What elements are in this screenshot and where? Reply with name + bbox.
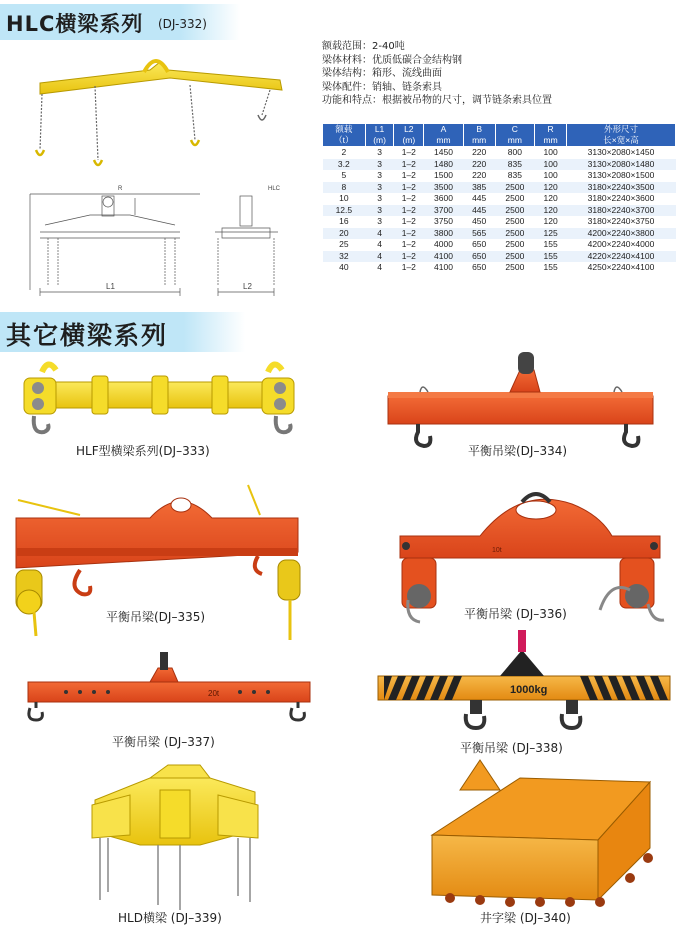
- table-cell: 3180×2240×3500: [567, 182, 676, 194]
- table-cell: 835: [507, 170, 522, 181]
- table-cell: 40: [339, 262, 349, 273]
- table-cell: 3500: [424, 182, 464, 194]
- hlc-drawing-side: [215, 196, 278, 296]
- table-cell: 2500: [495, 182, 535, 194]
- table-cell: 2500: [505, 239, 525, 250]
- spec-line: 功能和特点：根据被吊物的尺寸，调节链条索具位置: [322, 95, 552, 106]
- table-cell: 2500: [505, 216, 525, 227]
- table-cell: 1–2: [401, 193, 416, 204]
- table-cell: 3: [365, 159, 394, 171]
- table-cell: 3130×2080×1500: [587, 170, 655, 181]
- table-cell: 2: [341, 147, 347, 158]
- table-cell: 120: [543, 216, 558, 227]
- table-cell: 4: [365, 228, 394, 240]
- product-image-dj333: [24, 364, 294, 432]
- table-cell: 120: [535, 205, 567, 217]
- spec-line: 额载范围：2-40吨: [322, 41, 405, 52]
- beam-mark-dj336: 10t: [492, 547, 502, 554]
- spec-line: 梁体配件：销轴、链条索具: [322, 81, 442, 93]
- table-cell: 8: [323, 182, 366, 194]
- col-header-a: A mm: [424, 124, 464, 147]
- table-cell: 100: [543, 170, 558, 181]
- table-cell: 450: [472, 216, 487, 227]
- table-cell: 220: [472, 170, 487, 181]
- caption-dj334: 平衡吊梁(DJ–334): [468, 444, 568, 458]
- table-cell: 1500: [434, 170, 453, 181]
- table-cell: 2500: [495, 228, 535, 240]
- table-cell: 155: [535, 251, 567, 263]
- table-cell: 3: [365, 205, 394, 217]
- table-cell: 3130×2080×1450: [587, 147, 655, 158]
- col-header-l2: L2 (m): [394, 124, 424, 147]
- table-cell: 445: [472, 193, 487, 204]
- caption-dj336: 平衡吊梁 (DJ–336): [464, 607, 567, 621]
- table-cell: 1–2: [394, 228, 424, 240]
- col-header-c: C mm: [495, 124, 535, 147]
- table-cell: 1450: [434, 147, 453, 158]
- table-cell: 1–2: [401, 147, 416, 158]
- table-cell: 3800: [424, 228, 464, 240]
- table-cell: 1–2: [394, 251, 424, 263]
- table-cell: 16: [339, 216, 349, 227]
- caption-dj338: 平衡吊梁 (DJ–338): [460, 741, 563, 755]
- product-image-dj336: [400, 494, 664, 622]
- table-cell: 1–2: [401, 170, 416, 181]
- table-cell: 385: [463, 182, 495, 194]
- table-cell: 4200×2240×4000: [587, 239, 655, 250]
- spec-line: 梁体材料：优质低碳合金结构钢: [322, 54, 462, 66]
- col-header-b: B mm: [463, 124, 495, 147]
- table-cell: 3: [365, 182, 394, 194]
- table-cell: 3700: [424, 205, 464, 217]
- table-cell: 2500: [505, 262, 525, 273]
- table-cell: 800: [507, 147, 522, 158]
- drawing-label-r: R: [118, 186, 123, 192]
- col-header-l1: L1 (m): [365, 124, 394, 147]
- drawing-label-hlc: HLC: [268, 186, 281, 192]
- table-cell: 4: [377, 262, 382, 273]
- table-cell: 1–2: [394, 205, 424, 217]
- section-title: 其它横梁系列: [6, 321, 169, 350]
- table-cell: 565: [463, 228, 495, 240]
- table-cell: 445: [463, 205, 495, 217]
- table-cell: 3180×2240×3600: [587, 193, 655, 204]
- table-cell: 3180×2240×3700: [567, 205, 676, 217]
- table-cell: 3: [377, 147, 382, 158]
- product-image-dj337: [28, 652, 310, 720]
- table-cell: 100: [535, 159, 567, 171]
- table-cell: 20: [323, 228, 366, 240]
- caption-dj333: HLF型横梁系列(DJ–333): [76, 444, 210, 458]
- table-cell: 100: [543, 147, 558, 158]
- table-cell: 3600: [434, 193, 453, 204]
- table-cell: 835: [495, 159, 535, 171]
- drawing-label-l1: L1: [106, 282, 115, 291]
- product-image-dj338: [378, 630, 670, 728]
- table-cell: 1–2: [401, 262, 416, 273]
- table-cell: 3: [377, 170, 382, 181]
- caption-dj340: 井字梁 (DJ–340): [480, 911, 571, 925]
- table-cell: 4200×2240×3800: [567, 228, 676, 240]
- table-cell: 32: [323, 251, 366, 263]
- table-cell: 1–2: [401, 239, 416, 250]
- beam-mark-dj337: 20t: [208, 689, 220, 698]
- table-cell: 4100: [434, 262, 453, 273]
- table-cell: 4000: [434, 239, 453, 250]
- table-cell: 1–2: [401, 216, 416, 227]
- table-cell: 120: [535, 182, 567, 194]
- table-cell: 2500: [505, 193, 525, 204]
- caption-dj339: HLD横梁 (DJ–339): [118, 911, 222, 925]
- table-cell: 12.5: [323, 205, 366, 217]
- page-title: HLC横梁系列: [6, 12, 144, 36]
- table-cell: 4220×2240×4100: [567, 251, 676, 263]
- product-image-dj334: [388, 352, 653, 446]
- col-header-load: 额载 （t）: [323, 124, 366, 147]
- col-header-r: R mm: [535, 124, 567, 147]
- beam-mark-dj338: 1000kg: [510, 684, 548, 696]
- table-cell: 3: [377, 193, 382, 204]
- drawing-label-l2: L2: [243, 282, 252, 291]
- product-image-dj340: [432, 760, 653, 907]
- table-cell: 120: [543, 193, 558, 204]
- page-title-code: (DJ-332): [158, 17, 207, 31]
- table-cell: 10: [339, 193, 349, 204]
- col-header-dimensions: 外形尺寸 长×宽×高: [567, 124, 676, 147]
- table-cell: 3750: [434, 216, 453, 227]
- table-cell: 5: [341, 170, 347, 181]
- table-cell: 220: [472, 147, 487, 158]
- table-cell: 3180×2240×3750: [587, 216, 655, 227]
- table-cell: 1–2: [394, 182, 424, 194]
- table-cell: 650: [472, 239, 487, 250]
- table-cell: 4: [365, 251, 394, 263]
- table-cell: 155: [543, 262, 558, 273]
- table-cell: 25: [339, 239, 349, 250]
- table-cell: 650: [472, 262, 487, 273]
- hlc-beam-photo: [36, 61, 282, 165]
- caption-dj337: 平衡吊梁 (DJ–337): [112, 735, 215, 749]
- caption-dj335: 平衡吊梁(DJ–335): [106, 610, 206, 624]
- table-cell: 125: [535, 228, 567, 240]
- table-cell: 1480: [424, 159, 464, 171]
- table-cell: 155: [543, 239, 558, 250]
- table-cell: 2500: [495, 251, 535, 263]
- table-cell: 650: [463, 251, 495, 263]
- product-image-dj339: [92, 765, 258, 910]
- table-cell: 2500: [495, 205, 535, 217]
- table-cell: 3: [377, 216, 382, 227]
- table-cell: 4: [377, 239, 382, 250]
- table-cell: 4100: [424, 251, 464, 263]
- table-cell: 1–2: [394, 159, 424, 171]
- table-cell: 3130×2080×1480: [567, 159, 676, 171]
- hlc-drawing-front: [30, 194, 200, 296]
- table-cell: 3.2: [323, 159, 366, 171]
- table-cell: 220: [463, 159, 495, 171]
- table-cell: 4250×2240×4100: [587, 262, 655, 273]
- spec-line: 梁体结构：箱形、流线曲面: [322, 68, 442, 79]
